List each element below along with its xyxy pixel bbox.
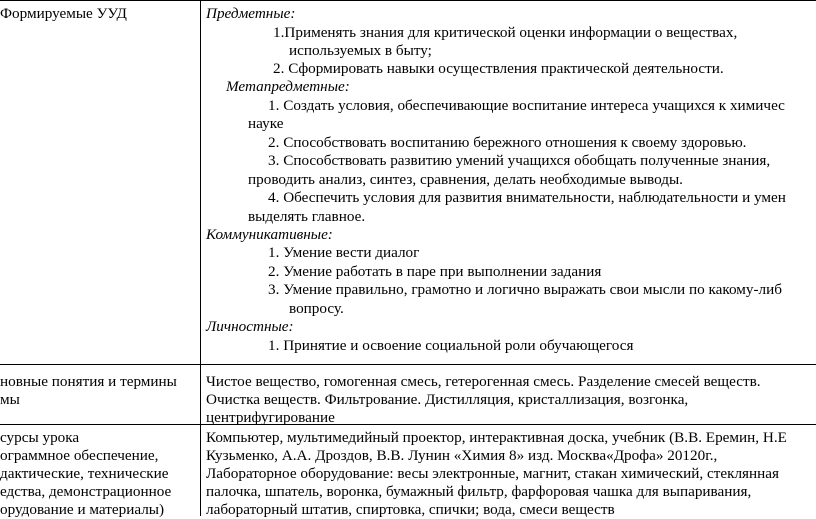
column-divider [200, 0, 201, 516]
metapredmetnye-heading: Метапредметные: [226, 78, 350, 95]
resources-label-line-4: едства, демонстрационное [0, 483, 172, 500]
kommunikativnye-line-2: 2. Умение работать в паре при выполнении задания [268, 263, 602, 280]
resources-text-line-5: лабораторный штатив, спиртовка, спички; вода, смеси веществ [206, 501, 615, 518]
metapredmetnye-line-5: проводить анализ, синтез, сравнения, делать необходимые выводы. [248, 171, 683, 188]
resources-text-line-3: Лабораторное оборудование: весы электронные, магнит, стакан химический, стеклянная [206, 465, 780, 482]
predmetnye-item-1: 1.Применять знания для критической оценки информации о веществах, [273, 24, 738, 41]
concepts-label-line-1: новные понятия и термины [0, 373, 177, 390]
resources-text-line-1: Компьютер, мультимедийный проектор, интерактивная доска, учебник (В.В. Еремин, Н.Е [206, 429, 787, 446]
kommunikativnye-line-1: 1. Умение вести диалог [268, 244, 420, 261]
kommunikativnye-line-4: вопросу. [289, 300, 344, 317]
metapredmetnye-line-1: 1. Создать условия, обеспечивающие воспитание интереса учащихся к химичес [268, 97, 785, 114]
predmetnye-item-2: 2. Сформировать навыки осуществления практической деятельности. [273, 60, 724, 77]
concepts-label-line-2: мы [0, 391, 20, 408]
resources-text-line-4: палочка, шпатель, воронка, бумажный фильтр, фарфоровая чашка для выпаривания, [206, 483, 752, 500]
concepts-text-line-3: центрифугирование [206, 409, 335, 426]
metapredmetnye-line-2: науке [248, 115, 284, 132]
uud-label: Формируемые УУД [0, 5, 127, 22]
concepts-text-line-1: Чистое вещество, гомогенная смесь, гетерогенная смесь. Разделение смесей веществ. [206, 373, 761, 390]
resources-text-line-2: Кузьменко, А.А. Дроздов, В.В. Лунин «Химия 8» изд. Москва«Дрофа» 20120г., [206, 447, 718, 464]
resources-label-line-3: дактические, технические [0, 465, 169, 482]
metapredmetnye-line-7: выделять главное. [248, 208, 366, 225]
metapredmetnye-line-3: 2. Способствовать воспитанию бережного отношения к своему здоровью. [268, 134, 747, 151]
predmetnye-item-1-cont: используемых в быту; [289, 42, 432, 59]
lichnostnye-line-1: 1. Принятие и освоение социальной роли обучающегося [268, 337, 634, 354]
metapredmetnye-line-4: 3. Способствовать развитию умений учащихся обобщать полученные знания, [268, 152, 771, 169]
row-divider-1 [0, 364, 816, 365]
row-divider-2 [0, 424, 816, 425]
table-top-border [0, 0, 816, 1]
lichnostnye-heading: Личностные: [206, 318, 294, 335]
resources-label-line-2: ограммное обеспечение, [0, 447, 159, 464]
concepts-text-line-2: Очистка веществ. Фильтрование. Дистилляция, кристаллизация, возгонка, [206, 391, 689, 408]
metapredmetnye-line-6: 4. Обеспечить условия для развития внимательности, наблюдательности и умен [268, 189, 786, 206]
resources-label-line-1: сурсы урока [0, 429, 80, 446]
kommunikativnye-line-3: 3. Умение правильно, грамотно и логично выражать свои мысли по какому-либ [268, 281, 782, 298]
kommunikativnye-heading: Коммуникативные: [206, 226, 333, 243]
predmetnye-heading: Предметные: [206, 5, 296, 22]
resources-label-line-5: орудование и материалы) [0, 501, 165, 518]
